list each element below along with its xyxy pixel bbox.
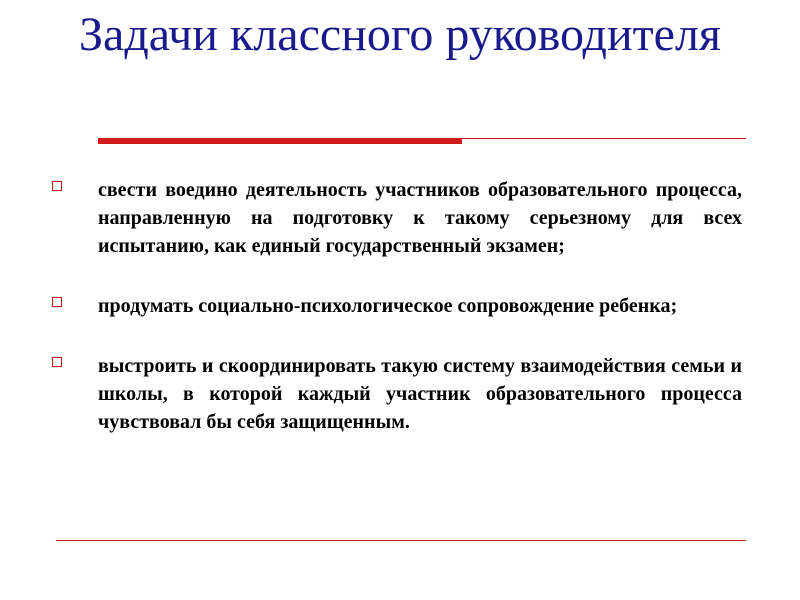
title-underline-thin: [462, 138, 746, 139]
footer-divider: [56, 540, 746, 541]
list-item: [50, 292, 742, 320]
bullet-text: свести воедино деятельность участников образовательного процесса, направленную на подготовку к такому серьезному для всех испытанию, как единый государственный экзамен;: [98, 179, 742, 257]
list-item: [50, 352, 742, 436]
title-underline-thick: [98, 138, 462, 144]
square-bullet-icon: [52, 297, 62, 307]
slide-title: Задачи классного руководителя: [79, 8, 721, 61]
square-bullet-icon: [52, 181, 62, 191]
bullet-text: выстроить и скоординировать такую систему взаимодействия семьи и школы, в которой каждый участник образовательного процесса чувствовал бы себя защищенным.: [98, 355, 742, 433]
bullet-list: [50, 176, 742, 468]
bullet-text: продумать социально-психологическое сопровождение ребенка;: [98, 295, 678, 317]
list-item: [50, 176, 742, 260]
square-bullet-icon: [52, 357, 62, 367]
